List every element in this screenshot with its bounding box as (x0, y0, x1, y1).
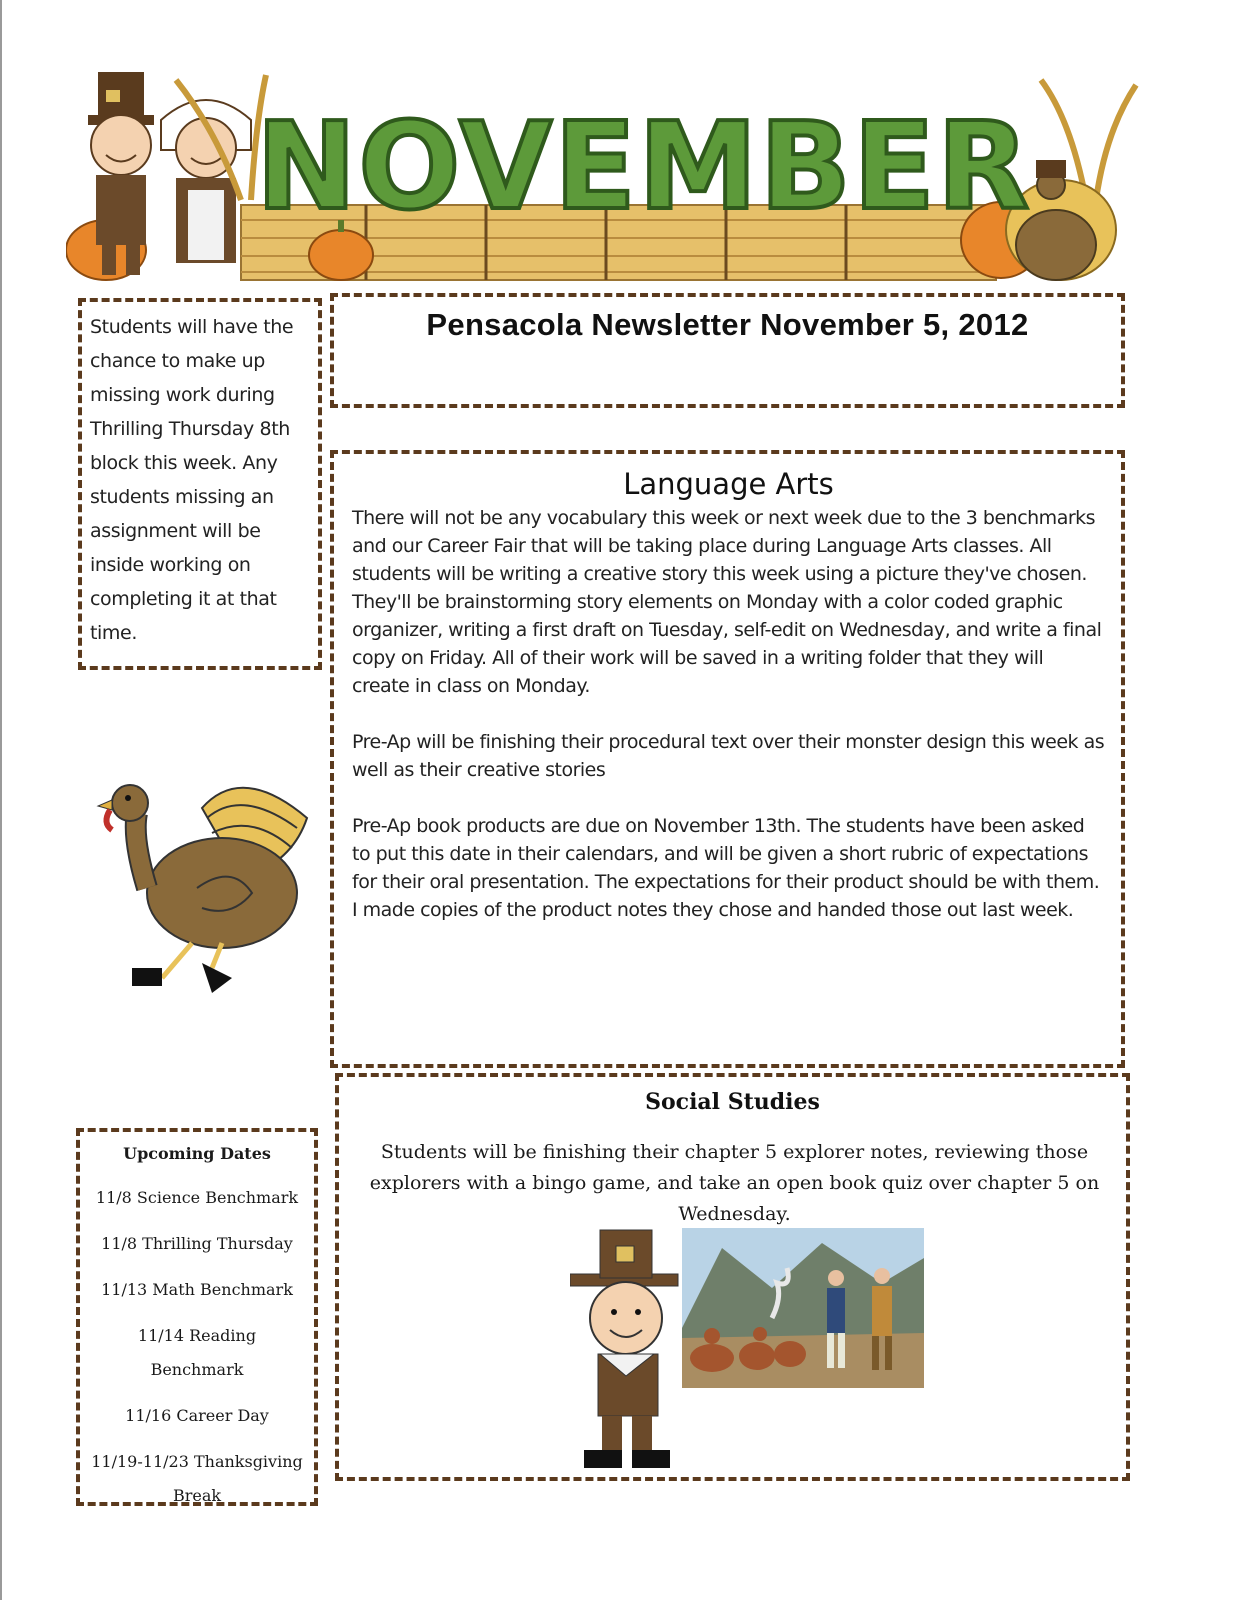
language-arts-section (330, 450, 1125, 1068)
social-studies-text: Students will be finishing their chapter 5 explorer notes, reviewing those explorers with a bingo game, and take an open book quiz over chapter 5 on Wednesday. (369, 1141, 1100, 1225)
date-item: 11/14 Reading Benchmark (137, 1326, 257, 1379)
pilgrim-clipart (570, 1226, 690, 1474)
newsletter-title: Pensacola Newsletter November 5, 2012 (426, 307, 1029, 342)
date-item: 11/16 Career Day (125, 1406, 269, 1425)
language-arts-paragraph: Pre-Ap will be finishing their procedural text over their monster design this week as well as their creative stories (352, 731, 1105, 781)
date-item: 11/8 Science Benchmark (95, 1188, 299, 1207)
pilgrim-boy-illustration (88, 72, 154, 275)
date-item: 11/8 Thrilling Thursday (101, 1234, 293, 1253)
date-item: 11/13 Math Benchmark (101, 1280, 293, 1299)
language-arts-paragraph: Pre-Ap book products are due on November 13th. The students have been asked to put this date in their calendars, and will be given a short rubric of expectations for their oral presentation. The expectations for their product should be with them. I made copies of the product notes they chose and handed those out last week. (352, 815, 1100, 921)
upcoming-dates-title: Upcoming Dates (123, 1144, 271, 1163)
page-edge (0, 0, 2, 1600)
turkey-clipart (92, 768, 312, 998)
banner-title: NOVEMBER (256, 98, 1032, 237)
makeup-work-text: Students will have the chance to make up missing work during Thrilling Thursday 8th block this week. Any students missing an assignment will be inside working on completing it at that time. (90, 316, 294, 644)
newsletter-header-box (330, 293, 1125, 408)
date-item: 11/19-11/23 Thanksgiving Break (91, 1452, 303, 1505)
explorers-scene-picture (682, 1228, 924, 1388)
language-arts-heading: Language Arts (623, 467, 834, 501)
makeup-work-note (78, 298, 322, 670)
language-arts-paragraph: There will not be any vocabulary this week or next week due to the 3 benchmarks and our Career Fair that will be taking place during Language Arts classes. All students will be writing a creative story this week using a picture they've chosen. They'll be brainstorming story elements on Monday with a color coded graphic organizer, writing a first draft on Tuesday, self-edit on Wednesday, and write a final copy on Friday. All of their work will be saved in a writing folder that they will create in class on Monday. (352, 507, 1102, 697)
november-banner (66, 60, 1160, 285)
upcoming-dates-box (76, 1128, 318, 1506)
social-studies-heading: Social Studies (645, 1089, 820, 1115)
